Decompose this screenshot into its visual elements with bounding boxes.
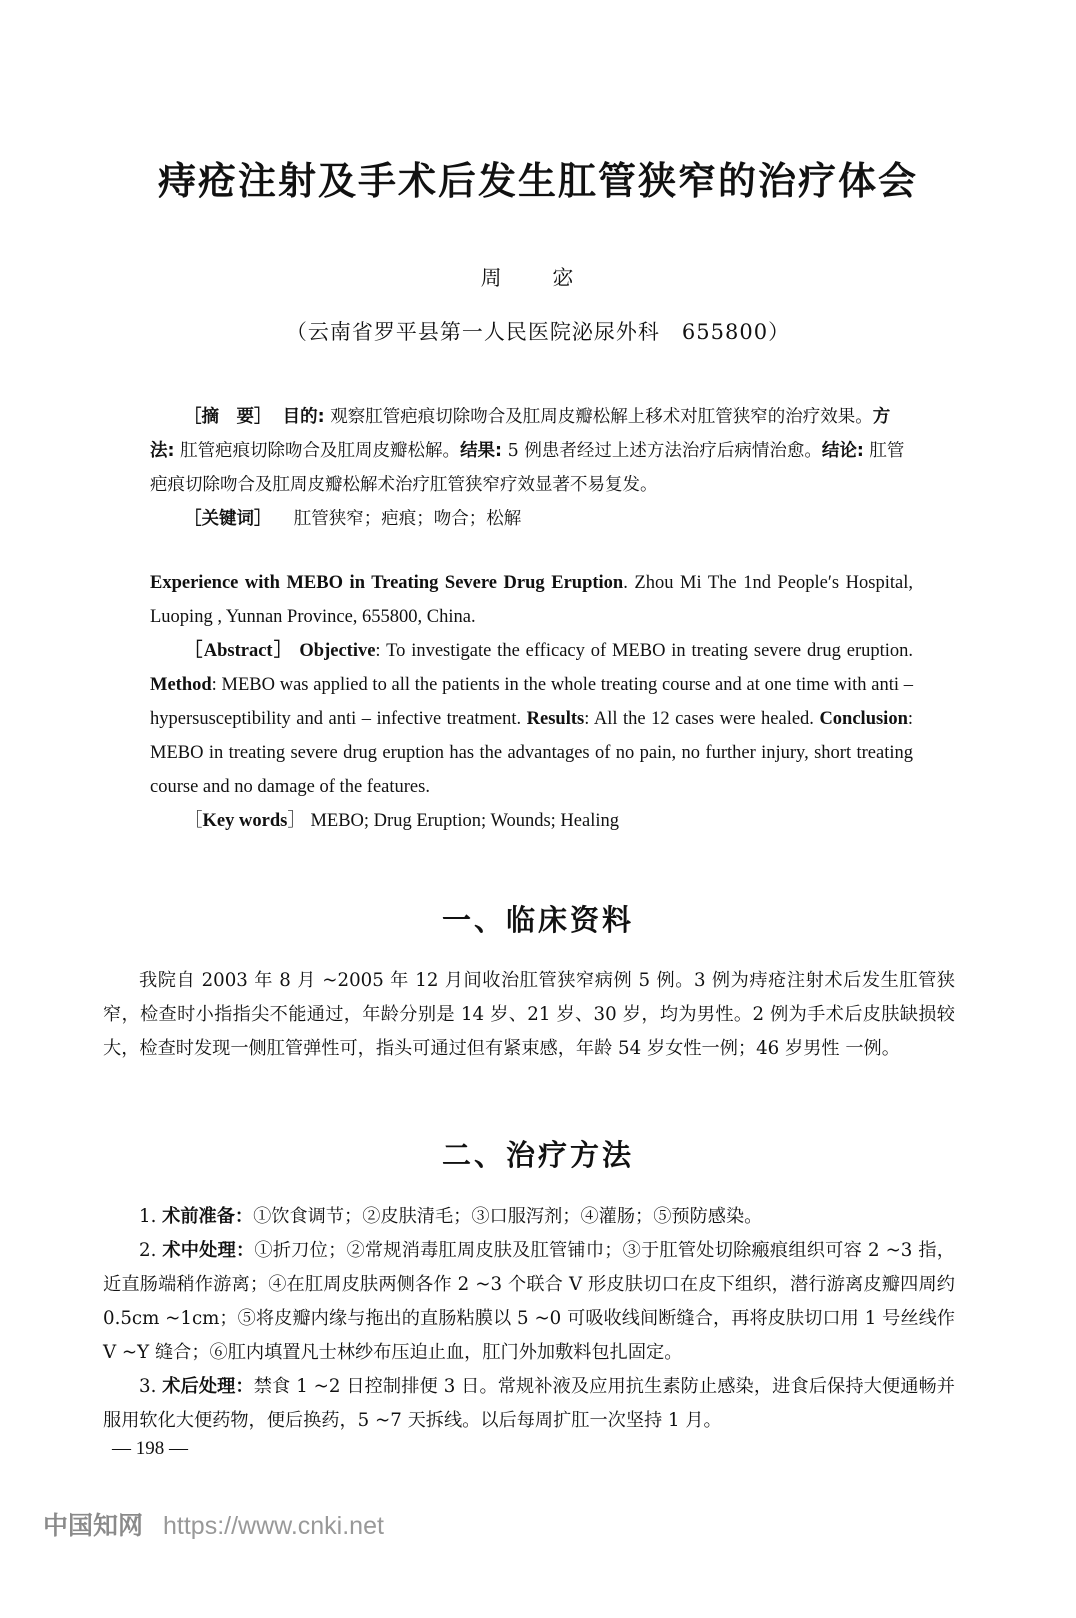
cn-keywords-label: ［关键词］ [184, 509, 272, 529]
en-method-label: Method [150, 675, 212, 695]
cn-keywords: 肛管狭窄；疤痕；吻合；松解 [293, 509, 522, 529]
step-1-label: 术前准备： [162, 1206, 254, 1227]
cnki-brand: 中国知网 [43, 1512, 144, 1540]
section-2-body [103, 1200, 955, 1438]
cnki-url[interactable]: https://www.cnki.net [163, 1512, 384, 1540]
step-3-label: 术后处理： [162, 1376, 254, 1397]
en-results-label: Results [526, 709, 585, 729]
en-conclusion-text: : MEBO in treating severe drug eruption has the advantages of no pain, no further injury, short treating course and no damage of the features. [150, 709, 913, 797]
section-1-paragraph: 我院自 2003 年 8 月 ~2005 年 12 月间收治肛管狭窄病例 5 例。3 例为痔疮注射术后发生肛管狭窄，检查时小指指尖不能通过，年龄分别是 14 岁、21 岁、30 岁，均为男性。2 例为手术后皮肤缺损较大，检查时发现一侧肛管弹性可，指头可通过但有紧束感，年龄 54 岁女性一例；46 岁男性 一例。 [103, 970, 955, 1059]
section-1-body [103, 964, 955, 1066]
en-title-line [150, 566, 913, 634]
section-1-heading: 一、临床资料 [441, 903, 634, 937]
cn-method-label: 方法: [150, 407, 891, 461]
en-method-text: : MEBO was applied to all the patients in the whole treating course and at one time with anti – hypersusceptibility and anti – infective treatment. [150, 675, 913, 729]
cn-abstract-paragraph [150, 400, 910, 502]
step-3-text: 禁食 1 ~2 日控制排便 3 日。常规补液及应用抗生素防止感染，进食后保持大便通畅并服用软化大便药物，便后换药，5 ~7 天拆线。以后每周扩肛一次坚持 1 月。 [103, 1376, 955, 1431]
step-1-number: 1. [139, 1206, 163, 1227]
step-2-label: 术中处理： [162, 1240, 255, 1261]
en-keywords-line: ［Key words］ MEBO; Drug Eruption; Wounds; Healing [184, 811, 619, 831]
step-1-text: ①饮食调节；②皮肤清毛；③口服泻剂；④灌肠；⑤预防感染。 [253, 1206, 763, 1227]
en-conclusion-label: Conclusion [819, 709, 908, 729]
cn-objective-label: 目的: [282, 407, 325, 427]
chinese-abstract [150, 400, 910, 536]
watermark-footer [43, 1506, 384, 1542]
author-affiliation: （云南省罗平县第一人民医院泌尿外科 655800） [285, 320, 791, 344]
treatment-step-1 [103, 1200, 955, 1234]
cn-objective-text: 观察肛管疤痕切除吻合及肛周皮瓣松解上移术对肛管狭窄的治疗效果。 [324, 407, 873, 427]
en-keywords-label: Key words [202, 811, 288, 831]
cn-conclusion-label: 结论: [821, 441, 864, 461]
cn-abstract-label: ［摘 要］ [184, 407, 272, 427]
en-abstract-label: ［Abstract］ [184, 641, 294, 661]
english-abstract [150, 566, 913, 838]
section-2-heading: 二、治疗方法 [441, 1138, 634, 1172]
en-objective-label: Objective [299, 641, 376, 661]
page-number: — 198 — [112, 1438, 188, 1459]
paper-title: 痔疮注射及手术后发生肛管狭窄的治疗体会 [157, 159, 918, 203]
step-3-number: 3. [139, 1376, 163, 1397]
cn-results-label: 结果: [460, 441, 503, 461]
en-paper-title: Experience with MEBO in Treating Severe Drug Eruption [150, 573, 624, 593]
treatment-step-3 [103, 1370, 955, 1438]
step-2-text: ①折刀位；②常规消毒肛周皮肤及肛管铺巾；③于肛管处切除瘢痕组织可容 2 ~3 指，近直肠端稍作游离；④在肛周皮肤两侧各作 2 ~3 个联合 V 形皮肤切口在皮下组织，潜行游离皮瓣四周约 0.5cm ~1cm；⑤将皮瓣内缘与拖出的直肠粘膜以 5 ~0 可吸收线间断缝合，再将皮肤切口用 1 号丝线作 V ~Y 缝合；⑥肛内填置凡士林纱布压迫止血，肛门外加敷料包扎固定。 [103, 1240, 955, 1363]
cn-method-text: 肛管疤痕切除吻合及肛周皮瓣松解。 [174, 441, 461, 461]
en-results-text: : All the 12 cases were healed. [584, 709, 820, 729]
step-2-number: 2. [139, 1240, 163, 1261]
en-abstract-paragraph [150, 634, 913, 804]
cn-results-text: 5 例患者经过上述方法治疗后病情治愈。 [502, 441, 822, 461]
cn-conclusion-text: 肛管疤痕切除吻合及肛周皮瓣松解术治疗肛管狭窄疗效显著不易复发。 [150, 441, 905, 495]
en-keywords: MEBO; Drug Eruption; Wounds; Healing [305, 811, 619, 831]
treatment-step-2 [103, 1234, 955, 1370]
en-objective-text: : To investigate the efficacy of MEBO in treating severe drug eruption. [375, 641, 914, 661]
en-byline: . Zhou Mi The 1nd People′s Hospital, Luoping , Yunnan Province, 655800, China. [150, 573, 913, 627]
author-name: 周 宓 [480, 266, 596, 290]
cn-keywords-line [150, 502, 910, 536]
